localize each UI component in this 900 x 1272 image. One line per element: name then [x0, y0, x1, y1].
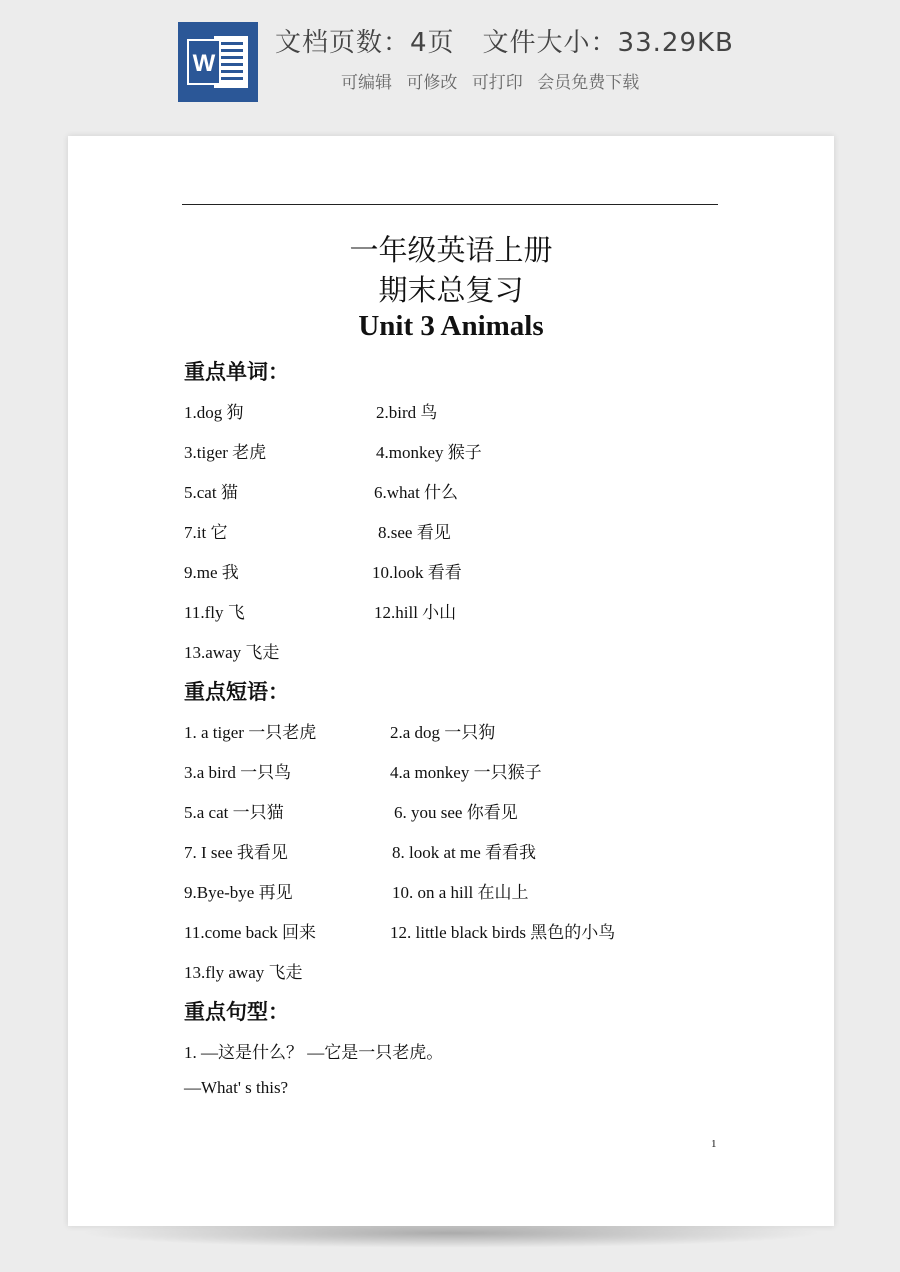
sentence-item: —What' s this? [184, 1078, 289, 1097]
word-item: 2.bird 鸟 [376, 403, 438, 422]
sentence-item: 1. —这是什么？ —它是一只老虎。 [184, 1043, 444, 1062]
phrase-item: 6. you see 你看见 [394, 803, 518, 822]
title-line-1: 一年级英语上册 [349, 233, 553, 267]
word-item: 11.fly 飞 [184, 603, 245, 622]
file-size: 文件大小：33.29KB [482, 28, 734, 58]
phrase-item: 4.a monkey 一只猴子 [390, 763, 542, 782]
page-number: 1 [711, 1138, 717, 1150]
word-item: 10.look 看看 [372, 563, 462, 582]
header-rule [182, 204, 718, 205]
word-item: 5.cat 猫 [184, 483, 238, 502]
feature-modifiable: 可修改 [406, 73, 458, 93]
phrase-item: 5.a cat 一只猫 [184, 803, 284, 822]
word-item: 7.it 它 [184, 523, 228, 542]
word-item: 8.see 看见 [378, 523, 451, 542]
svg-text:W: W [192, 50, 216, 77]
word-item: 12.hill 小山 [374, 603, 457, 622]
phrase-item: 10. on a hill 在山上 [392, 883, 529, 902]
phrase-item: 7. I see 我看见 [184, 843, 288, 862]
word-item: 6.what 什么 [374, 483, 459, 502]
word-document-icon [178, 22, 258, 102]
phrase-item: 1. a tiger 一只老虎 [184, 723, 317, 742]
page-count: 文档页数：4页 [275, 28, 455, 58]
document-info [275, 22, 734, 59]
word-item: 1.dog 狗 [184, 403, 244, 422]
feature-list [341, 68, 648, 93]
section-heading-sentences: 重点句型： [184, 1000, 289, 1024]
phrase-item: 11.come back 回来 [184, 923, 317, 942]
title-line-3: Unit 3 Animals [358, 310, 544, 342]
download-header [0, 0, 900, 120]
word-item: 9.me 我 [184, 563, 239, 582]
feature-printable: 可打印 [471, 73, 523, 93]
phrase-item: 12. little black birds 黑色的小鸟 [390, 923, 616, 942]
section-heading-phrases: 重点短语： [184, 680, 289, 704]
feature-member-download: 会员免费下载 [537, 73, 640, 93]
title-line-2: 期末总复习 [378, 273, 524, 307]
word-item: 4.monkey 猴子 [376, 443, 482, 462]
feature-editable: 可编辑 [341, 73, 392, 93]
phrase-item: 3.a bird 一只鸟 [184, 763, 292, 782]
word-item: 3.tiger 老虎 [184, 443, 267, 462]
section-heading-words: 重点单词： [184, 360, 289, 384]
phrase-item: 9.Bye-bye 再见 [184, 883, 293, 902]
phrase-item: 13.fly away 飞走 [184, 963, 303, 982]
document-page [68, 136, 834, 1226]
phrase-item: 8. look at me 看看我 [392, 843, 537, 862]
word-item: 13.away 飞走 [184, 643, 280, 662]
phrase-item: 2.a dog 一只狗 [390, 723, 496, 742]
